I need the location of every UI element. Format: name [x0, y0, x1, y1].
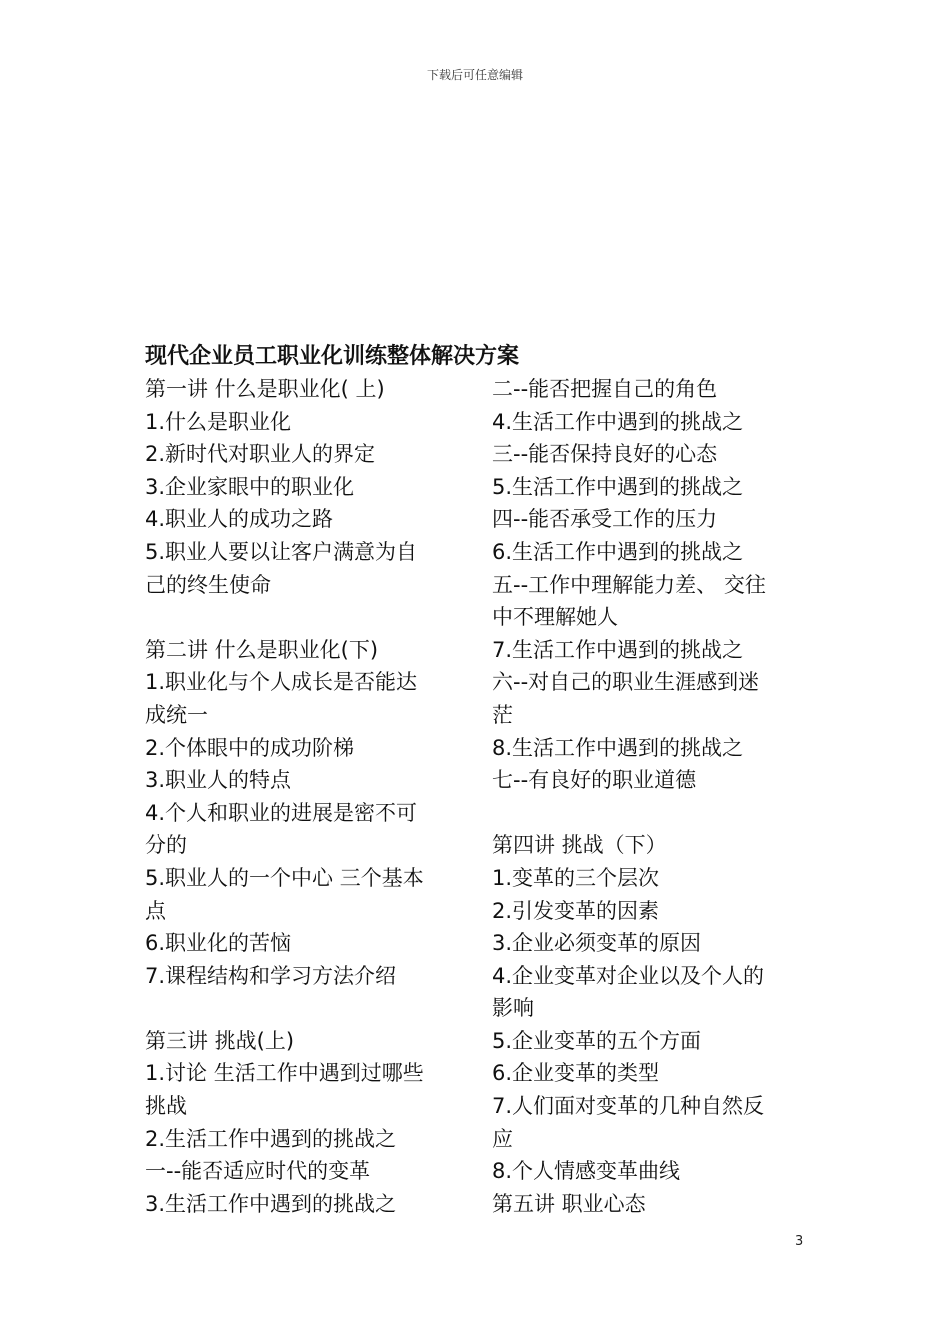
- right-column-line: 第五讲 职业心态: [492, 1191, 646, 1216]
- header-note: 下载后可任意编辑: [426, 68, 523, 82]
- page-number: 3: [795, 1234, 804, 1249]
- right-column-line: 8.生活工作中遇到的挑战之: [492, 735, 744, 760]
- left-column-line: 7.课程结构和学习方法介绍: [145, 963, 397, 988]
- right-column-line: 6.企业变革的类型: [492, 1061, 660, 1086]
- right-column-line: 茫: [492, 702, 513, 727]
- left-column-line: 1.讨论 生活工作中遇到过哪些: [145, 1061, 424, 1086]
- left-column-line: 2.新时代对职业人的界定: [145, 442, 376, 467]
- left-column-line: 3.职业人的特点: [145, 768, 292, 793]
- left-column-line: 3.生活工作中遇到的挑战之: [145, 1191, 397, 1216]
- right-column-line: 3.企业必须变革的原因: [492, 931, 702, 956]
- left-column-line: 2.生活工作中遇到的挑战之: [145, 1126, 397, 1151]
- left-column-line: 一--能否适应时代的变革: [145, 1159, 371, 1184]
- right-column-line: 四--能否承受工作的压力: [492, 507, 718, 532]
- right-column-line: 七--有良好的职业道德: [492, 768, 697, 793]
- right-column-line: 4.生活工作中遇到的挑战之: [492, 409, 744, 434]
- right-column-line: 6.生活工作中遇到的挑战之: [492, 539, 744, 564]
- left-column-line: 挑战: [145, 1094, 187, 1119]
- left-column-line: 第二讲 什么是职业化(下): [145, 637, 379, 662]
- left-column-line: [145, 992, 463, 1025]
- right-column-line: 影响: [492, 996, 534, 1021]
- right-column-line: 7.人们面对变革的几种自然反: [492, 1094, 765, 1119]
- right-column-line: 六--对自己的职业生涯感到迷: [492, 670, 760, 695]
- right-column-line: 7.生活工作中遇到的挑战之: [492, 637, 744, 662]
- right-column-line: 8.个人情感变革曲线: [492, 1159, 681, 1184]
- right-column-line: 五--工作中理解能力差、 交往: [492, 572, 766, 597]
- document-title: 现代企业员工职业化训练整体解决方案: [145, 344, 520, 369]
- right-column-line: 二--能否把握自己的角色: [492, 377, 718, 401]
- left-column-line: 点: [145, 898, 166, 923]
- right-column-line: 中不理解她人: [492, 605, 618, 630]
- left-column-line: 分的: [145, 833, 187, 858]
- left-column-line: 1.什么是职业化: [145, 409, 292, 434]
- left-column-line: 第一讲 什么是职业化( 上): [145, 377, 385, 401]
- right-column-line: 5.生活工作中遇到的挑战之: [492, 474, 744, 499]
- left-column-line: 5.职业人的一个中心 三个基本: [145, 865, 424, 890]
- left-column-line: 3.企业家眼中的职业化: [145, 474, 355, 499]
- left-column-line: 1.职业化与个人成长是否能达: [145, 670, 418, 695]
- right-column-line: 5.企业变革的五个方面: [492, 1028, 702, 1053]
- left-column-line: 己的终生使命: [145, 572, 271, 597]
- right-column: [492, 373, 810, 1220]
- left-column-line: 6.职业化的苦恼: [145, 931, 292, 956]
- right-column-line: 4.企业变革对企业以及个人的: [492, 963, 765, 988]
- right-column-line: 三--能否保持良好的心态: [492, 442, 718, 467]
- right-column-line: 第四讲 挑战（下）: [492, 833, 667, 858]
- right-column-line: 应: [492, 1126, 513, 1151]
- left-column-line: 5.职业人要以让客户满意为自: [145, 539, 418, 564]
- left-column-line: 成统一: [145, 702, 208, 727]
- left-column-line: 2.个体眼中的成功阶梯: [145, 735, 355, 760]
- left-column: [145, 373, 463, 1220]
- left-column-line: 第三讲 挑战(上): [145, 1028, 295, 1053]
- left-column-line: 4.职业人的成功之路: [145, 507, 334, 532]
- right-column-line: [492, 797, 810, 830]
- left-column-line: 4.个人和职业的进展是密不可: [145, 800, 418, 825]
- left-column-line: [145, 601, 463, 634]
- right-column-line: 2.引发变革的因素: [492, 898, 660, 923]
- right-column-line: 1.变革的三个层次: [492, 865, 660, 890]
